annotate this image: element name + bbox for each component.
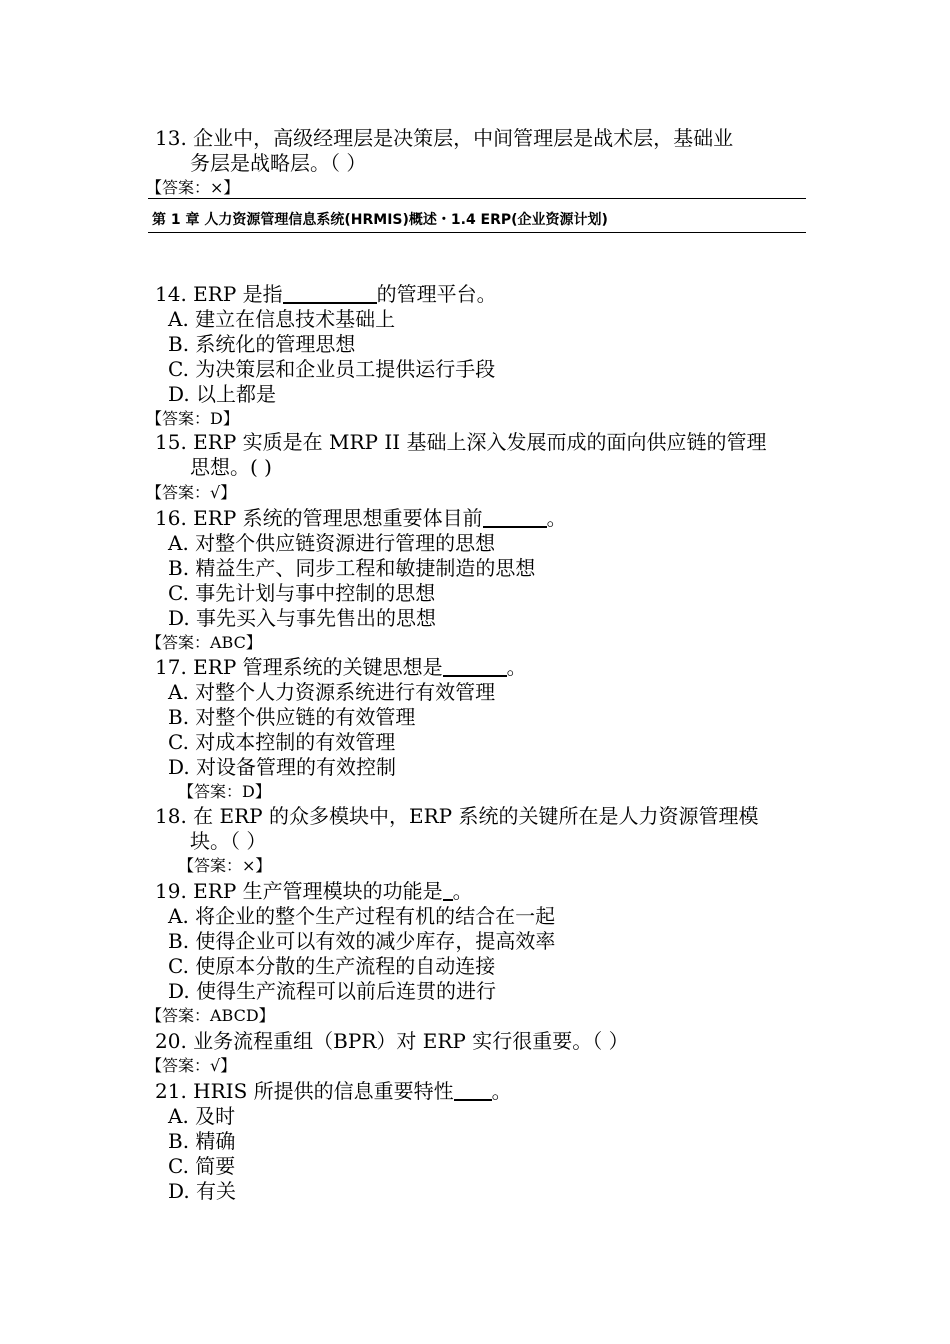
question-16 [155, 506, 567, 531]
section-header: 第 1 章 人力资源管理信息系统(HRMIS)概述・1.4 ERP(企业资源计划) [152, 212, 608, 228]
fill-blank [483, 506, 547, 528]
question-19-option-a: A. 将企业的整个生产过程有机的结合在一起 [168, 904, 556, 928]
question-14-text-end: 的管理平台。 [376, 282, 497, 306]
fill-blank [454, 1079, 492, 1101]
question-17-text: 17. ERP 管理系统的关键思想是 [155, 655, 443, 679]
question-13-line1: 13. 企业中，高级经理层是决策层，中间管理层是战术层，基础业 [155, 126, 734, 150]
question-17 [155, 655, 527, 680]
question-21-text-end: 。 [491, 1079, 512, 1103]
answer-17: 【答案：D】 [178, 782, 271, 801]
header-rule-bottom [148, 232, 806, 233]
question-18-line2: 块。（ ） [190, 829, 267, 853]
question-14-option-c: C. 为决策层和企业员工提供运行手段 [168, 357, 496, 381]
question-21-option-c: C. 简要 [168, 1154, 236, 1178]
question-16-text: 16. ERP 系统的管理思想重要体目前 [155, 506, 483, 530]
question-18-line1: 18. 在 ERP 的众多模块中，ERP 系统的关键所在是人力资源管理模 [155, 804, 759, 828]
answer-13: 【答案：×】 [146, 178, 240, 197]
fill-blank [443, 655, 507, 677]
question-14-text: 14. ERP 是指 [155, 282, 283, 306]
question-21-option-d: D. 有关 [168, 1179, 237, 1203]
question-19-option-c: C. 使原本分散的生产流程的自动连接 [168, 954, 496, 978]
question-20: 20. 业务流程重组（BPR）对 ERP 实行很重要。（ ） [155, 1029, 629, 1053]
question-19-option-d: D. 使得生产流程可以前后连贯的进行 [168, 979, 497, 1003]
answer-15: 【答案：√】 [146, 483, 237, 502]
fill-blank [283, 282, 377, 304]
question-17-option-b: B. 对整个供应链的有效管理 [168, 705, 416, 729]
question-19-option-b: B. 使得企业可以有效的减少库存，提高效率 [168, 929, 556, 953]
question-19 [155, 879, 473, 904]
question-16-option-a: A. 对整个供应链资源进行管理的思想 [168, 531, 496, 555]
question-19-text-end: 。 [452, 879, 473, 903]
answer-16: 【答案：ABC】 [146, 633, 262, 652]
question-17-option-a: A. 对整个人力资源系统进行有效管理 [168, 680, 496, 704]
question-19-text: 19. ERP 生产管理模块的功能是 [155, 879, 443, 903]
question-15-line1: 15. ERP 实质是在 MRP II 基础上深入发展而成的面向供应链的管理 [155, 430, 767, 454]
question-17-option-c: C. 对成本控制的有效管理 [168, 730, 396, 754]
question-16-text-end: 。 [546, 506, 567, 530]
fill-blank [443, 879, 453, 901]
question-14-option-d: D. 以上都是 [168, 382, 277, 406]
answer-20: 【答案：√】 [146, 1056, 237, 1075]
answer-14: 【答案：D】 [146, 409, 239, 428]
question-14-option-b: B. 系统化的管理思想 [168, 332, 356, 356]
question-21-option-a: A. 及时 [168, 1104, 236, 1128]
question-16-option-c: C. 事先计划与事中控制的思想 [168, 581, 436, 605]
question-14-option-a: A. 建立在信息技术基础上 [168, 307, 396, 331]
question-21 [155, 1079, 512, 1104]
question-16-option-d: D. 事先买入与事先售出的思想 [168, 606, 437, 630]
question-14 [155, 282, 497, 307]
answer-18: 【答案：×】 [178, 856, 272, 875]
question-16-option-b: B. 精益生产、同步工程和敏捷制造的思想 [168, 556, 536, 580]
question-21-option-b: B. 精确 [168, 1129, 236, 1153]
question-13-line2: 务层是战略层。（ ） [190, 151, 367, 175]
question-15-line2: 思想。( ) [190, 455, 272, 479]
answer-19: 【答案：ABCD】 [146, 1006, 275, 1025]
question-17-option-d: D. 对设备管理的有效控制 [168, 755, 397, 779]
question-21-text: 21. HRIS 所提供的信息重要特性 [155, 1079, 454, 1103]
question-17-text-end: 。 [506, 655, 527, 679]
header-rule-top [148, 198, 806, 199]
